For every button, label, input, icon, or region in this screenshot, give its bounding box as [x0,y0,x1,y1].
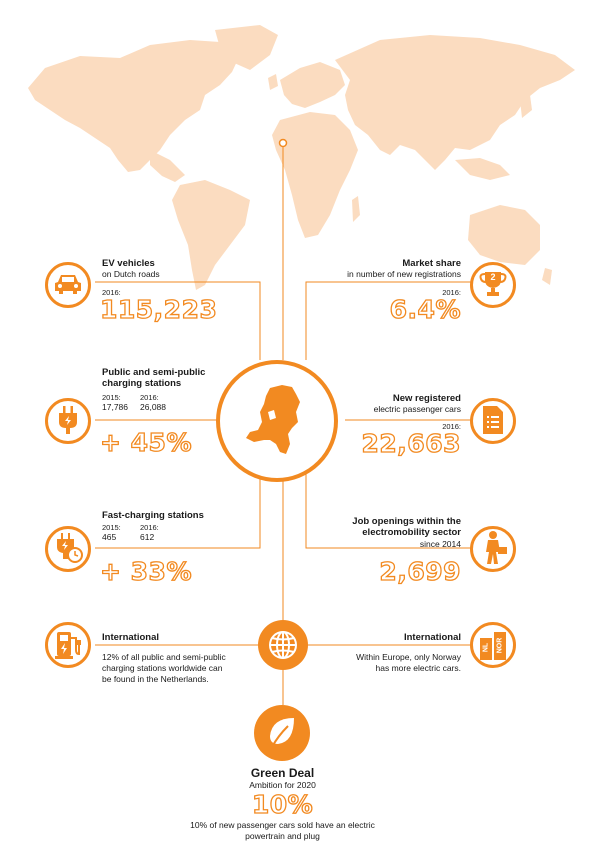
green-title: Green Deal [250,766,315,780]
fast-year-1: 2015: [102,523,121,532]
charging-change: + 45% [100,428,192,457]
fast-value-2: 612 [140,532,155,542]
plug-icon [55,406,81,434]
green-line-1: 10% of new passenger cars sold have an electric [190,820,375,830]
registered-subtitle: electric passenger cars [373,404,461,414]
intl-left-line-3: be found in the Netherlands. [102,674,209,684]
green-subtitle: Ambition for 2020 [249,780,316,790]
netherlands-map-icon [240,382,320,462]
intl-right-line-1: Within Europe, only Norway [356,652,461,662]
charging-station-icon [55,630,83,660]
ev-year: 2016: [102,288,121,297]
fast-charge-icon [54,533,84,563]
intl-left-title: International [102,632,160,643]
jobs-title-2: electromobility sector [362,527,461,538]
nl-nor-icon [480,630,508,660]
jobs-value: 2,699 [379,557,461,586]
charging-year-2: 2016: [140,393,159,402]
globe-icon [268,630,298,660]
charging-value-2: 26,088 [140,402,166,412]
intl-right-title: International [403,632,461,643]
green-value: 10% [251,790,314,819]
fast-year-2: 2016: [140,523,159,532]
ev-subtitle: on Dutch roads [102,269,160,279]
market-subtitle: in number of new registrations [347,269,461,279]
registered-year: 2016: [442,422,461,431]
jobs-title-1: Job openings within the [352,516,461,527]
trophy-badge: 2 [490,272,496,282]
market-year: 2016: [442,288,461,297]
car-icon [54,272,82,296]
charging-title-2: charging stations [102,378,182,389]
charging-value-1: 17,786 [102,402,128,412]
fast-change: + 33% [100,557,192,586]
registered-value: 22,663 [361,429,461,458]
ev-title: EV vehicles [102,258,155,269]
market-value: 6.4% [389,295,461,324]
registered-title: New registered [392,393,461,404]
nor-label: NOR [496,637,504,654]
intl-left-line-2: charging stations worldwide can [102,663,223,673]
charging-title-1: Public and semi-public [102,367,206,378]
intl-right-line-2: has more electric cars. [375,663,461,673]
jobs-subtitle: since 2014 [419,539,461,549]
intl-left-line-1: 12% of all public and semi-public [102,652,226,662]
charging-year-1: 2015: [102,393,121,402]
fast-value-1: 465 [102,532,117,542]
document-icon [481,405,505,435]
market-title: Market share [402,258,461,269]
fast-title: Fast-charging stations [102,510,204,521]
green-line-2: powertrain and plug [245,831,320,841]
leaf-icon [266,716,298,750]
nl-label: NL [482,642,490,653]
ev-value: 115,223 [100,295,218,324]
worker-icon [481,530,509,566]
